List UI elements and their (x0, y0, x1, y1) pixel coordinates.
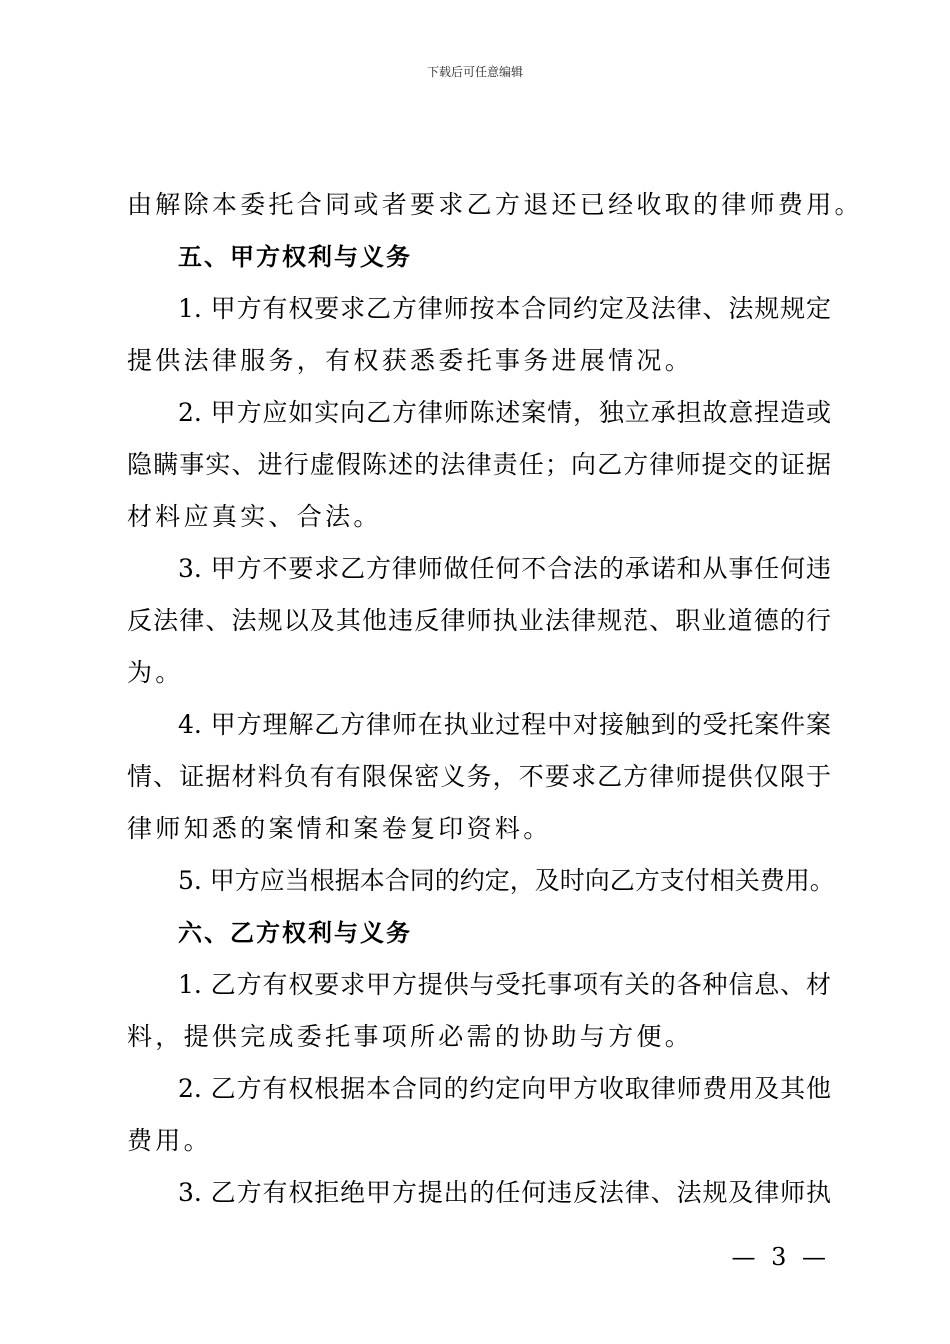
section-heading: 五、甲方权利与义务 (178, 243, 412, 271)
text-line: 1. 甲方有权要求乙方律师按本合同约定及法律、法规规定 (178, 294, 831, 323)
text-line: 律师知悉的案情和案卷复印资料。 (127, 814, 552, 843)
text-line: 料，提供完成委托事项所必需的协助与方便。 (127, 1022, 694, 1051)
text-line: 情、证据材料负有有限保密义务，不要求乙方律师提供仅限于 (127, 762, 831, 791)
text-line: 4. 甲方理解乙方律师在执业过程中对接触到的受托案件案 (178, 710, 831, 739)
header-note: 下载后可任意编辑 (426, 65, 523, 79)
text-line: 2. 甲方应如实向乙方律师陈述案情，独立承担故意捏造或 (178, 398, 831, 427)
text-line: 由解除本委托合同或者要求乙方退还已经收取的律师费用。 (127, 190, 863, 219)
text-line: 2. 乙方有权根据本合同的约定向甲方收取律师费用及其他 (178, 1074, 831, 1103)
text-line: 5. 甲方应当根据本合同的约定，及时向乙方支付相关费用。 (178, 866, 835, 895)
text-line: 隐瞒事实、进行虚假陈述的法律责任；向乙方律师提交的证据 (127, 450, 831, 479)
text-line: 3. 乙方有权拒绝甲方提出的任何违反法律、法规及律师执 (178, 1178, 831, 1207)
section-heading: 六、乙方权利与义务 (178, 919, 412, 947)
text-line: 提供法律服务，有权获悉委托事务进展情况。 (127, 346, 694, 375)
page-number: — 3 — (731, 1243, 830, 1271)
text-line: 反法律、法规以及其他违反律师执业法律规范、职业道德的行 (127, 606, 831, 635)
text-line: 费用。 (127, 1126, 212, 1155)
document-body (127, 179, 863, 1219)
text-line: 为。 (127, 658, 184, 687)
text-line: 3. 甲方不要求乙方律师做任何不合法的承诺和从事任何违 (178, 554, 831, 583)
text-line: 材料应真实、合法。 (127, 502, 382, 531)
text-line: 1. 乙方有权要求甲方提供与受托事项有关的各种信息、材 (178, 970, 831, 999)
